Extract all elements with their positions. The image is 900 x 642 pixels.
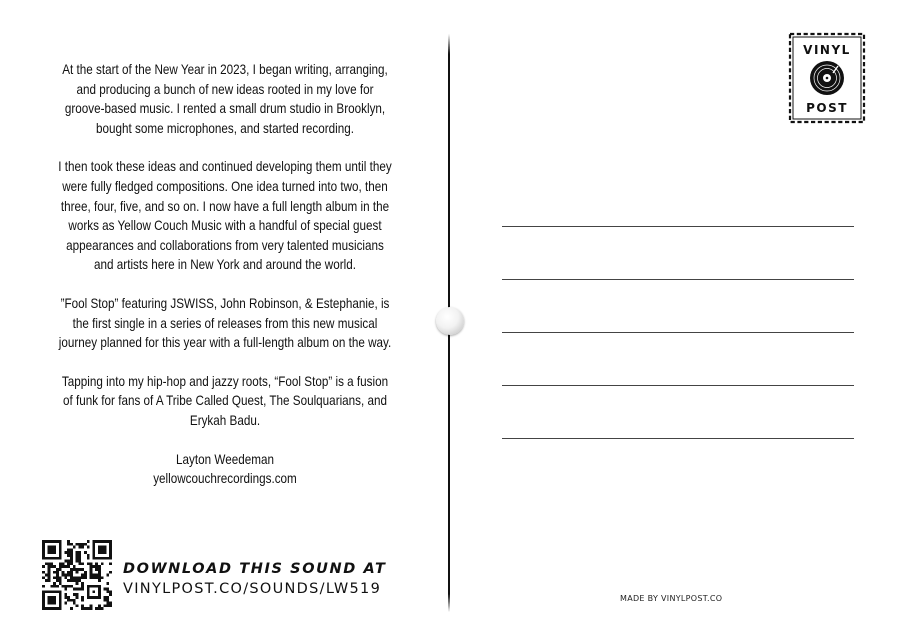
signature-name: Layton Weedeman — [176, 451, 274, 467]
vinyl-record-icon — [810, 61, 844, 95]
message-paragraph-2: I then took these ideas and continued developing them until they were fully fledged compositions. One idea turned into two, then three, four, five, and so on. I now have a full length album in the works as Yellow Couch Music with a handful of special guest appearances and collaborations from very talented musicians and artists here in New York and around the world. — [58, 159, 392, 273]
message-paragraph-3: ”Fool Stop” featuring JSWISS, John Robinson, & Estephanie, is the first single in a series of releases from this new musical journey planned for this year with a full-length album on the way. — [58, 295, 392, 351]
address-line — [502, 226, 854, 227]
signature-website: yellowcouchrecordings.com — [153, 471, 297, 487]
address-line — [502, 332, 854, 333]
download-heading: DOWNLOAD THIS SOUND AT — [123, 561, 387, 577]
divider-knob — [436, 307, 464, 335]
made-by-credit: MADE BY VINYLPOST.CO — [620, 594, 723, 603]
download-url[interactable]: VINYLPOST.CO/SOUNDS/LW519 — [123, 581, 382, 597]
stamp-bottom-text: POST — [806, 101, 848, 115]
address-line — [502, 279, 854, 280]
message-paragraph-1: At the start of the New Year in 2023, I began writing, arranging, and producing a bunch of new ideas rooted in my love for groove-based music. I rented a small drum studio in Brooklyn, bought some microphones, and started recording. — [62, 62, 388, 136]
download-callout — [123, 560, 386, 600]
address-line — [502, 385, 854, 386]
message-paragraph-4: Tapping into my hip-hop and jazzy roots, “Fool Stop” is a fusion of funk for fans of A Tribe Called Quest, The Soulquarians, and Erykah Badu. — [61, 373, 389, 428]
address-line — [502, 438, 854, 439]
postcard-message — [57, 60, 392, 489]
qr-code-icon[interactable] — [42, 540, 112, 610]
vinyl-post-stamp — [786, 30, 868, 126]
stamp-top-text: VINYL — [803, 43, 851, 57]
